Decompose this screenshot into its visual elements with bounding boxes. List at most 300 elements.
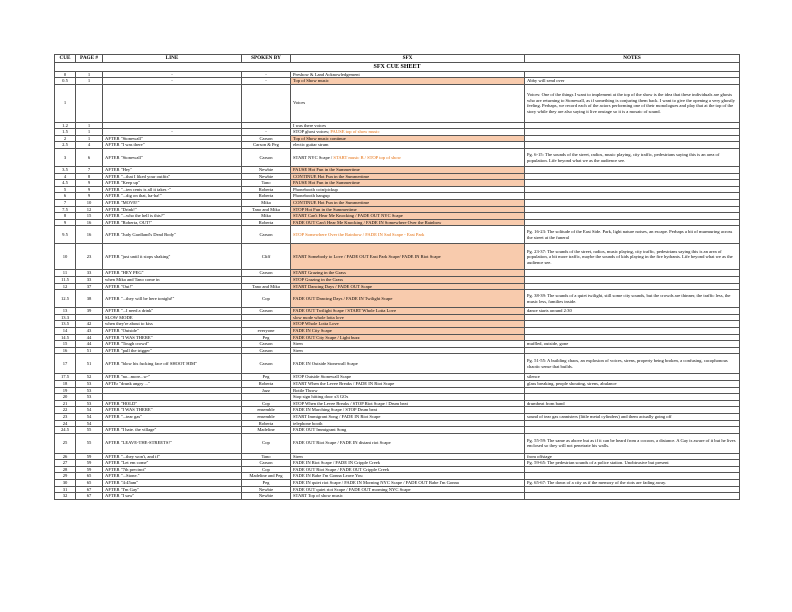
- line-cell: -: [103, 71, 242, 78]
- sfx-text: Siren: [293, 341, 303, 347]
- line-cell: AFTER "Roberta, OUT!": [103, 219, 242, 226]
- notes-cell: [525, 466, 740, 473]
- notes-cell: [525, 387, 740, 394]
- cue-number: 25: [55, 433, 76, 453]
- spoken-by-cell: Carson & Peg: [242, 142, 291, 149]
- table-row: [55, 420, 740, 427]
- line-cell: AFTER "Judy Gardland's Dead Body": [103, 226, 242, 244]
- sfx-cell: [291, 142, 525, 149]
- sfx-text: FADE OUT Dancing Days / FADE IN Twilight Scape: [293, 295, 393, 301]
- line-cell: [103, 420, 242, 427]
- line-cell: AFTER "...they will be here tonight!": [103, 290, 242, 308]
- line-cell: AFTER "...they won't, and if": [103, 453, 242, 460]
- line-cell: AFTER "HEY PEG": [103, 270, 242, 277]
- spoken-by-cell: everyone: [242, 327, 291, 334]
- notes-cell: [525, 173, 740, 180]
- page-number: 16: [76, 219, 103, 226]
- line-cell: AFTER "I'm Gay": [103, 486, 242, 493]
- notes-cell: [525, 270, 740, 277]
- notes-cell: [525, 347, 740, 354]
- spoken-by-cell: Carson: [242, 460, 291, 467]
- spoken-by-cell: Tano and Mika: [242, 283, 291, 290]
- sfx-text: START Dancing Days / FADE OUT Scape: [293, 283, 372, 289]
- notes-cell: Pg. 6-15: The sounds of the street, radios, music playing, city traffic, pedestrians saying this is an area of population. Life beyond what we as the audience see.: [525, 149, 740, 167]
- notes-cell: Pg. 16-23: The solitude of the East Side. Park, light nature noises, an escape. Perhaps a bit of murmuring across the street at the funeral: [525, 226, 740, 244]
- sfx-cell: [291, 283, 525, 290]
- table-row: [55, 122, 740, 129]
- cue-number: 29: [55, 473, 76, 480]
- sfx-text: Siren: [293, 453, 303, 459]
- line-cell: AFTER "Let em come": [103, 460, 242, 467]
- notes-cell: [525, 321, 740, 328]
- table-row: [55, 283, 740, 290]
- cue-number: 15: [55, 341, 76, 348]
- notes-cell: dance starts around 2:30: [525, 308, 740, 315]
- table-row: [55, 277, 740, 284]
- page-number: 59: [76, 460, 103, 467]
- sfx-cell: [291, 400, 525, 407]
- page-number: 1: [76, 78, 103, 85]
- table-row: [55, 347, 740, 354]
- page-number: 16: [76, 226, 103, 244]
- cue-number: 4: [55, 173, 76, 180]
- header-spoken-by: SPOKEN BY: [242, 55, 291, 63]
- line-cell: AFTER "no...more...w-": [103, 374, 242, 381]
- line-cell: AFTER "...tear gas": [103, 413, 242, 420]
- sfx-cell: [291, 334, 525, 341]
- cue-number: 1.5: [55, 129, 76, 136]
- cue-number: 1.2: [55, 122, 76, 129]
- sfx-text: START Top of show music: [293, 493, 343, 499]
- notes-cell: [525, 129, 740, 136]
- page-number: 39: [76, 308, 103, 315]
- sfx-cell: [291, 173, 525, 180]
- page-number: 51: [76, 347, 103, 354]
- spoken-by-cell: Tano and Mika: [242, 206, 291, 213]
- cue-number: 28: [55, 466, 76, 473]
- notes-cell: Pg. 55-59: The same as above but as if it can be heard from a cocoon, a distance. A Gay is aware of it but he lives enclosed so they will not penetrate his walls.: [525, 433, 740, 453]
- sfx-text: START When the Levee Breaks / FADE IN Riot Scape: [293, 380, 395, 386]
- line-cell: AFTER "Tough crowd": [103, 341, 242, 348]
- table-row: [55, 173, 740, 180]
- page-number: 43: [76, 327, 103, 334]
- sfx-text: slow mode whole lotta love: [293, 314, 344, 320]
- notes-cell: Pg. 23-37: The sounds of the street, radios, music playing, city traffic, pedestrians saying this is an area of population, a bit more traffic, maybe the sounds of kids playing in the fire hydrants. Life beyond what we as the audience see.: [525, 244, 740, 270]
- notes-cell: Voices: One of the things I want to implement at the top of the show is the idea that these individuals are ghosts who are returning to Stonewall, as if something is conjuring them back. I want to give the opening a very ghostly feeling. Perhaps, we record each of the actors performing one of their monologues and play that at the top of the story while they are also saying it live onstage so it is a mosaic of sound.: [525, 84, 740, 122]
- sfx-cell: [291, 244, 525, 270]
- spoken-by-cell: Carson: [242, 270, 291, 277]
- table-row: [55, 200, 740, 207]
- sfx-cell: [291, 480, 525, 487]
- cue-number: 6: [55, 193, 76, 200]
- sfx-cell: [291, 122, 525, 129]
- sfx-text: Bottle Throw: [293, 387, 318, 393]
- page-number: 65: [76, 480, 103, 487]
- spoken-by-cell: Mika: [242, 213, 291, 220]
- sfx-text: START NYC Scape /: [293, 154, 334, 160]
- spoken-by-cell: -: [242, 78, 291, 85]
- table-row: [55, 460, 740, 467]
- sfx-cell: [291, 290, 525, 308]
- sheet-title: SFX CUE SHEET: [55, 62, 740, 71]
- sfx-cell: [291, 413, 525, 420]
- cue-number: 1: [55, 84, 76, 122]
- sfx-cell: [291, 380, 525, 387]
- line-cell: AFTER "Stonewall": [103, 135, 242, 142]
- sfx-cell: [291, 167, 525, 174]
- sfx-text: START Grazing in the Grass: [293, 270, 346, 276]
- page-number: 55: [76, 427, 103, 434]
- notes-cell: drumbeat from band: [525, 400, 740, 407]
- sfx-text: FADE OUT Can't Hear Me Knocking / FADE IN Somewhere Over the Rainbow: [293, 219, 442, 225]
- line-cell: AFTER "7th precinct": [103, 466, 242, 473]
- sfx-cell: [291, 180, 525, 187]
- spoken-by-cell: Carson: [242, 354, 291, 374]
- table-row: [55, 226, 740, 244]
- sfx-cell: [291, 420, 525, 427]
- cue-number: 7: [55, 200, 76, 207]
- sfx-text: STOP Outside Stonewall Scape: [293, 374, 352, 380]
- spoken-by-cell: -: [242, 71, 291, 78]
- table-row: [55, 334, 740, 341]
- spoken-by-cell: Peg: [242, 480, 291, 487]
- cue-rows: [55, 71, 740, 499]
- notes-cell: glass breaking, people shouting, sirens, abulance: [525, 380, 740, 387]
- notes-cell: Pg. 51-55: A building chaos, an explosion of voices, sirens, property being broken, a confusing, cacophonous chaotic sense that builds.: [525, 354, 740, 374]
- line-cell: AFTER "...ten cents is all it takes -": [103, 186, 242, 193]
- sfx-cell: [291, 129, 525, 136]
- page-number: 1: [76, 135, 103, 142]
- table-row: [55, 193, 740, 200]
- cue-number: 18: [55, 380, 76, 387]
- sfx-text: PAUSE Hot Fun in the Summertime: [293, 167, 360, 173]
- cue-table: [54, 54, 740, 500]
- spoken-by-cell: Roberta: [242, 219, 291, 226]
- header-cue: CUE: [55, 55, 76, 63]
- sfx-cell: [291, 493, 525, 500]
- notes-cell: [525, 180, 740, 187]
- header-page: PAGE #: [76, 55, 103, 63]
- sfx-text: START Can't Hear Me Knocking / FADE OUT NYC Scape: [293, 213, 403, 219]
- cue-number: 0: [55, 71, 76, 78]
- line-cell: AFTER "I hate. the village": [103, 427, 242, 434]
- page-number: 10: [76, 200, 103, 207]
- cue-number: 3.5: [55, 167, 76, 174]
- sfx-text: Voices: [293, 100, 306, 106]
- page-number: 53: [76, 394, 103, 401]
- spoken-by-cell: Newbie: [242, 493, 291, 500]
- sfx-cell: [291, 321, 525, 328]
- table-row: [55, 213, 740, 220]
- cue-number: 0.5: [55, 78, 76, 85]
- cue-number: 23: [55, 413, 76, 420]
- cue-number: 3: [55, 149, 76, 167]
- sfx-highlight-text: PAUSE top of show music: [330, 129, 380, 135]
- spoken-by-cell: Tano: [242, 453, 291, 460]
- sfx-cell: [291, 387, 525, 394]
- spoken-by-cell: Peg: [242, 374, 291, 381]
- table-row: [55, 314, 740, 321]
- table-row: [55, 413, 740, 420]
- notes-cell: [525, 219, 740, 226]
- notes-cell: Pg. 59-65: The pedestrian sounds of a police station. Unobtrusive but present: [525, 460, 740, 467]
- line-cell: AFTER "pull the trigger": [103, 347, 242, 354]
- sfx-cell: [291, 460, 525, 467]
- sfx-cell: [291, 314, 525, 321]
- line-cell: -: [103, 129, 242, 136]
- notes-cell: [525, 334, 740, 341]
- cue-number: 21: [55, 400, 76, 407]
- line-cell: AFTER "...Stone.": [103, 473, 242, 480]
- sfx-cell: [291, 84, 525, 122]
- sfx-text: electic guitar strum: [293, 142, 329, 148]
- sfx-text: telephone booth: [293, 420, 323, 426]
- page-number: 55: [76, 433, 103, 453]
- page-number: 59: [76, 466, 103, 473]
- page-number: 4: [76, 142, 103, 149]
- sfx-text: START Somebody to Love / FADE OUT East Park Scape/ FADE IN Riot Scape: [293, 254, 441, 260]
- sfx-text: STOP ghost voices;: [293, 129, 331, 135]
- sfx-cell: [291, 193, 525, 200]
- sfx-text: FADE IN quiet riot Scape / FADE IN Morning NYC Scape / FADE OUT Babe I'm Gonna: [293, 480, 459, 486]
- notes-cell: [525, 473, 740, 480]
- cue-number: 31: [55, 486, 76, 493]
- line-cell: AFTER "Keep up": [103, 180, 242, 187]
- line-cell: when they're about to kiss: [103, 321, 242, 328]
- spoken-by-cell: Tano: [242, 180, 291, 187]
- spoken-by-cell: ensemble: [242, 413, 291, 420]
- table-row: [55, 354, 740, 374]
- notes-cell: [525, 277, 740, 284]
- page-number: 7: [76, 167, 103, 174]
- page-number: 38: [76, 290, 103, 308]
- cue-number: 26: [55, 453, 76, 460]
- sfx-text: START Immigrant Song / FADE IN Riot Scape: [293, 413, 381, 419]
- page-number: 9: [76, 193, 103, 200]
- sfx-cell: [291, 347, 525, 354]
- page-number: 53: [76, 387, 103, 394]
- line-cell: AFTER "blow his fucking face off SHOOT HIM": [103, 354, 242, 374]
- spoken-by-cell: Carson: [242, 341, 291, 348]
- table-row: [55, 466, 740, 473]
- spoken-by-cell: Carson: [242, 226, 291, 244]
- spoken-by-cell: [242, 122, 291, 129]
- sfx-text: STOP Hot Fun in the Summertime: [293, 206, 357, 212]
- cue-number: 27: [55, 460, 76, 467]
- spoken-by-cell: Roberta: [242, 186, 291, 193]
- page-number: 59: [76, 453, 103, 460]
- notes-cell: [525, 213, 740, 220]
- cue-number: 2.5: [55, 142, 76, 149]
- table-row: [55, 480, 740, 487]
- line-cell: AFTER "LEAVE-THE-STREETS!": [103, 433, 242, 453]
- line-cell: AFTER "I was there": [103, 142, 242, 149]
- table-row: [55, 453, 740, 460]
- notes-cell: [525, 493, 740, 500]
- spoken-by-cell: Madeline and Peg: [242, 473, 291, 480]
- cue-number: 14: [55, 327, 76, 334]
- notes-cell: sound of tear gas cannisters (little metal cylinders) and them actually going off: [525, 413, 740, 420]
- sfx-highlight-text: STOP Somewhere Over the Rainbow / FADE IN Sad Scape - East Park: [293, 232, 425, 238]
- table-row: [55, 394, 740, 401]
- sfx-cell: [291, 206, 525, 213]
- line-cell: AFTER "Stonewall": [103, 149, 242, 167]
- cue-number: 17.5: [55, 374, 76, 381]
- line-cell: AFTER "I WAS THERE": [103, 407, 242, 414]
- sfx-cell: [291, 374, 525, 381]
- sfx-cell: [291, 466, 525, 473]
- table-row: [55, 186, 740, 193]
- cue-number: 13.5: [55, 321, 76, 328]
- line-cell: AFTER "Out!": [103, 283, 242, 290]
- sfx-text: Preshow & Land Acknowledgement: [293, 71, 360, 77]
- notes-cell: Abby will send over: [525, 78, 740, 85]
- spoken-by-cell: Roberta: [242, 380, 291, 387]
- sfx-cell: [291, 277, 525, 284]
- cue-number: 24.5: [55, 427, 76, 434]
- cue-number: 17: [55, 354, 76, 374]
- spoken-by-cell: Roberta: [242, 420, 291, 427]
- table-row: [55, 433, 740, 453]
- table-row: [55, 129, 740, 136]
- sfx-cell: [291, 407, 525, 414]
- notes-cell: Pg. 38-39: The sounds of a quiet twilight, still some city sounds, but the crowds are thinner, the traffic less, the music less, families inside.: [525, 290, 740, 308]
- spoken-by-cell: [242, 84, 291, 122]
- page-number: 65: [76, 473, 103, 480]
- table-row: [55, 149, 740, 167]
- notes-cell: [525, 427, 740, 434]
- spoken-by-cell: Newbie: [242, 173, 291, 180]
- spoken-by-cell: Jazz: [242, 387, 291, 394]
- sfx-cell: [291, 149, 525, 167]
- page-number: 9: [76, 180, 103, 187]
- cue-number: 30: [55, 480, 76, 487]
- page-number: 44: [76, 334, 103, 341]
- cue-number: 4.5: [55, 180, 76, 187]
- page-number: 67: [76, 493, 103, 500]
- line-cell: AFTER "Drink!": [103, 206, 242, 213]
- sfx-cell: [291, 453, 525, 460]
- page-number: 54: [76, 420, 103, 427]
- table-row: [55, 341, 740, 348]
- header-line: LINE: [103, 55, 242, 63]
- spoken-by-cell: Carson: [242, 135, 291, 142]
- sfx-text: FADE IN Babe I'm Gonna Leave You: [293, 473, 363, 479]
- table-row: [55, 374, 740, 381]
- page-number: [76, 314, 103, 321]
- cue-number: 12: [55, 283, 76, 290]
- sfx-text: FADE IN Marching Scape / STOP Drum beat: [293, 407, 377, 413]
- sfx-cell: [291, 135, 525, 142]
- notes-cell: [525, 206, 740, 213]
- notes-cell: [525, 394, 740, 401]
- sfx-cell: [291, 219, 525, 226]
- table-row: [55, 493, 740, 500]
- sfx-text: FADE OUT Immigrant Song: [293, 427, 347, 433]
- table-row: [55, 135, 740, 142]
- cue-number: 16: [55, 347, 76, 354]
- line-cell: AFTER "Hey": [103, 167, 242, 174]
- sfx-cell: [291, 394, 525, 401]
- spoken-by-cell: [242, 321, 291, 328]
- header-sfx: SFX: [291, 55, 525, 63]
- page-number: 12: [76, 206, 103, 213]
- line-cell: SLOW MODE: [103, 314, 242, 321]
- table-row: [55, 270, 740, 277]
- page-number: 9: [76, 186, 103, 193]
- notes-cell: [525, 327, 740, 334]
- line-cell: AFTER "4:45am": [103, 480, 242, 487]
- sfx-text: STOP Whole Lotta Love: [293, 321, 339, 327]
- table-row: [55, 387, 740, 394]
- sfx-cell: [291, 354, 525, 374]
- sfx-text: FADE OUT City Scape / Light buzz: [293, 334, 360, 340]
- table-row: [55, 142, 740, 149]
- sfx-text: STOP Grazing in the Grass: [293, 277, 344, 282]
- sfx-text: FADE IN Riot Scape / FADE IN Cripple Creek: [293, 460, 381, 466]
- sfx-cell: [291, 308, 525, 315]
- line-cell: [103, 84, 242, 122]
- table-row: [55, 308, 740, 315]
- spoken-by-cell: Cop: [242, 400, 291, 407]
- spoken-by-cell: Carson: [242, 308, 291, 315]
- cue-number: 12.5: [55, 290, 76, 308]
- sfx-text: STOP When the Levee Breaks / STOP Riot Scape / Drum beat: [293, 400, 408, 406]
- line-cell: [103, 387, 242, 394]
- page-number: 15: [76, 213, 103, 220]
- cue-number: 2: [55, 135, 76, 142]
- notes-cell: Pg. 65-67: The dawn of a city as if the memory of the riots are fading away.: [525, 480, 740, 487]
- page-number: 54: [76, 407, 103, 414]
- notes-cell: [525, 420, 740, 427]
- notes-cell: silence: [525, 374, 740, 381]
- sfx-text: Top of Show music: [293, 78, 329, 84]
- page-number: 23: [76, 244, 103, 270]
- line-cell: AFTEr "drunk angry ...": [103, 380, 242, 387]
- page-number: 52: [76, 374, 103, 381]
- page-number: 1: [76, 122, 103, 129]
- notes-cell: [525, 283, 740, 290]
- table-row: [55, 71, 740, 78]
- spoken-by-cell: Cop: [242, 433, 291, 453]
- notes-cell: [525, 486, 740, 493]
- page-number: 51: [76, 354, 103, 374]
- cue-number: 24: [55, 420, 76, 427]
- table-row: [55, 321, 740, 328]
- sfx-text: Phonebooth coin/pickup: [293, 186, 338, 192]
- sfx-text: FADE OUT Twilight Scape / START Whole Lotta Love: [293, 308, 396, 314]
- cue-number: 32: [55, 493, 76, 500]
- page-number: 37: [76, 283, 103, 290]
- table-row: [55, 486, 740, 493]
- page-number: 53: [76, 380, 103, 387]
- sfx-text: FADE OUT Riot Scape / FADE IN distant riot Scape: [293, 440, 391, 446]
- table-row: [55, 473, 740, 480]
- line-cell: -: [103, 78, 242, 85]
- table-row: [55, 244, 740, 270]
- cue-number: 8: [55, 213, 76, 220]
- sfx-cell: [291, 427, 525, 434]
- notes-cell: [525, 186, 740, 193]
- line-cell: AFTER "...I need a drink": [103, 308, 242, 315]
- cue-number: 5: [55, 186, 76, 193]
- line-cell: AFTER "...dig on that, ha-ha!": [103, 193, 242, 200]
- notes-cell: [525, 135, 740, 142]
- page-number: 6: [76, 149, 103, 167]
- sfx-text: Stop sign hitting door x3 GOs: [293, 394, 349, 400]
- table-row: [55, 407, 740, 414]
- table-row: [55, 78, 740, 85]
